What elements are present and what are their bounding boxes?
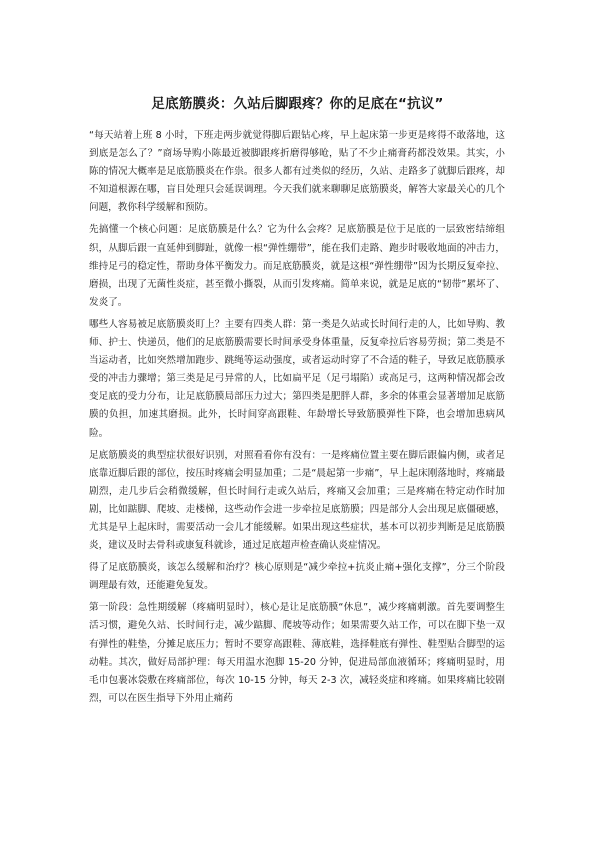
paragraph-intro: “每天站着上班 8 小时，下班走两步就觉得脚后跟钻心疼，早上起床第一步更是疼得不敢落地，这到底是怎么了？”商场导购小陈最近被脚跟疼折磨得够呛，贴了不少止痛膏药都没效果。其实，小陈的情况大概率是足底筋膜炎在作祟。很多人都有过类似的经历，久站、走路多了就脚后跟疼，却不知道根源在哪，盲目处理只会延误调理。今天我们就来聊聊足底筋膜炎，解答大家最关心的几个问题，教你科学缓解和预防。 — [89, 130, 505, 214]
article-title: 足底筋膜炎：久站后脚跟疼？你的足底在“抗议” — [151, 96, 444, 112]
paragraph-acute-stage: 第一阶段：急性期缓解（疼痛明显时），核心是让足底筋膜“休息”，减少疼痛刺激。首先要调整生活习惯，避免久站、长时间行走，减少踮脚、爬坡等动作；如果需要久站工作，可以在脚下垫一双有弹性的鞋垫，分摊足底压力；暂时不要穿高跟鞋、薄底鞋，选择鞋底有弹性、鞋型贴合脚型的运动鞋。其次，做好局部护理：每天用温水泡脚 15-20 分钟，促进局部血液循环；疼痛明显时，用毛巾包裹冰袋敷在疼痛部位，每次 10-15 分钟，每天 2-3 次，减轻炎症和疼痛。如果疼痛比较剧烈，可以在医生指导下外用止痛药 — [89, 602, 505, 704]
paragraph-treatment-principle: 得了足底筋膜炎，该怎么缓解和治疗？核心原则是“减少牵拉+抗炎止痛+强化支撑”，分三个阶段调理最有效，还能避免复发。 — [89, 562, 505, 592]
paragraph-risk-groups: 哪些人容易被足底筋膜炎盯上？主要有四类人群：第一类是久站或长时间行走的人，比如导购、教师、护士、快递员，他们的足底筋膜需要长时间承受身体重量，反复牵拉后容易劳损；第二类是不当运动者，比如突然增加跑步、跳绳等运动强度，或者运动时穿了不合适的鞋子，导致足底筋膜承受的冲击力骤增；第三类是足弓异常的人，比如扁平足（足弓塌陷）或高足弓，这两种情况都会改变足底的受力分布，让足底筋膜局部压力过大；第四类是肥胖人群，多余的体重会显著增加足底筋膜的负担，加速其磨损。此外，长时间穿高跟鞋、年龄增长导致筋膜弹性下降，也会增加患病风险。 — [89, 318, 505, 439]
paragraph-symptoms: 足底筋膜炎的典型症状很好识别，对照看看你有没有：一是疼痛位置主要在脚后跟偏内侧，或者足底靠近脚后跟的部位，按压时疼痛会明显加重；二是“晨起第一步痛”，早上起床刚落地时，疼痛最剧烈，走几步后会稍微缓解，但长时间行走或久站后，疼痛又会加重；三是疼痛在特定动作时加剧，比如踮脚、爬坡、走楼梯，这些动作会进一步牵拉足底筋膜；四是部分人会出现足底僵硬感，尤其是早上起床时，需要活动一会儿才能缓解。如果出现这些症状，基本可以初步判断是足底筋膜炎，建议及时去骨科或康复科就诊，通过足底超声检查确认炎症情况。 — [89, 449, 505, 552]
article-body — [89, 127, 505, 712]
paragraph-what-is-fascia: 先搞懂一个核心问题：足底筋膜是什么？它为什么会疼？足底筋膜是位于足底的一层致密结缔组织，从脚后跟一直延伸到脚趾，就像一根“弹性绷带”，能在我们走路、跑步时吸收地面的冲击力，维持足弓的稳定性，帮助身体平衡发力。而足底筋膜炎，就是这根“弹性绷带”因为长期反复牵拉、磨损，出现了无菌性炎症，甚至微小撕裂，从而引发疼痛。简单来说，就是足底的“韧带”累坏了、发炎了。 — [89, 224, 505, 308]
